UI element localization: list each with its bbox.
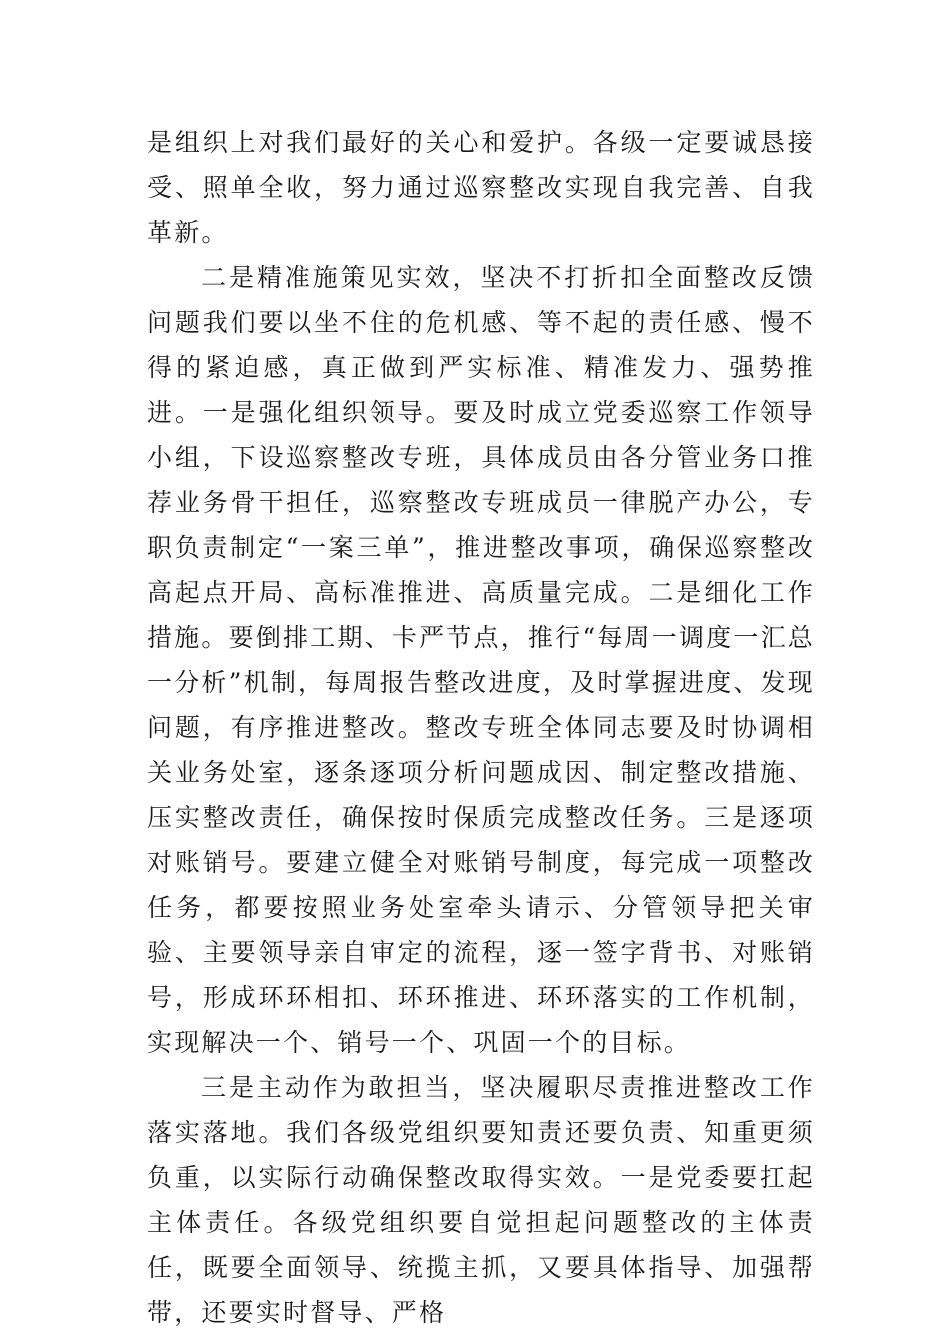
paragraph-1: 是组织上对我们最好的关心和爱护。各级一定要诚恳接受、照单全收，努力通过巡察整改实现自我完善、自我革新。 [147, 128, 815, 247]
paragraph-2: 二是精准施策见实效，坚决不打折扣全面整改反馈问题我们要以坐不住的危机感、等不起的责任感、慢不得的紧迫感，真正做到严实标准、精准发力、强势推进。一是强化组织领导。要及时成立党委巡察工作领导小组，下设巡察整改专班，具体成员由各分管业务口推荐业务骨干担任，巡察整改专班成员一律脱产办公，专职负责制定“一案三单”，推进整改事项，确保巡察整改高起点开局、高标准推进、高质量完成。二是细化工作措施。要倒排工期、卡严节点，推行“每周一调度一汇总一分析”机制，每周报告整改进度，及时掌握进度、发现问题，有序推进整改。整改专班全体同志要及时协调相关业务处室，逐条逐项分析问题成因、制定整改措施、压实整改责任，确保按时保质完成整改任务。三是逐项对账销号。要建立健全对账销号制度，每完成一项整改任务，都要按照业务处室牵头请示、分管领导把关审验、主要领导亲自审定的流程，逐一签字背书、对账销号，形成环环相扣、环环推进、环环落实的工作机制，实现解决一个、销号一个、巩固一个的目标。 [147, 263, 815, 1057]
paragraph-3: 三是主动作为敢担当，坚决履职尽责推进整改工作落实落地。我们各级党组织要知责还要负责、知重更须负重，以实际行动确保整改取得实效。一是党委要扛起主体责任。各级党组织要自觉担起问题整改的主体责任，既要全面领导、统揽主抓，又要具体指导、加强帮带，还要实时督导、严格 [147, 1073, 815, 1327]
document-body [147, 120, 815, 1335]
